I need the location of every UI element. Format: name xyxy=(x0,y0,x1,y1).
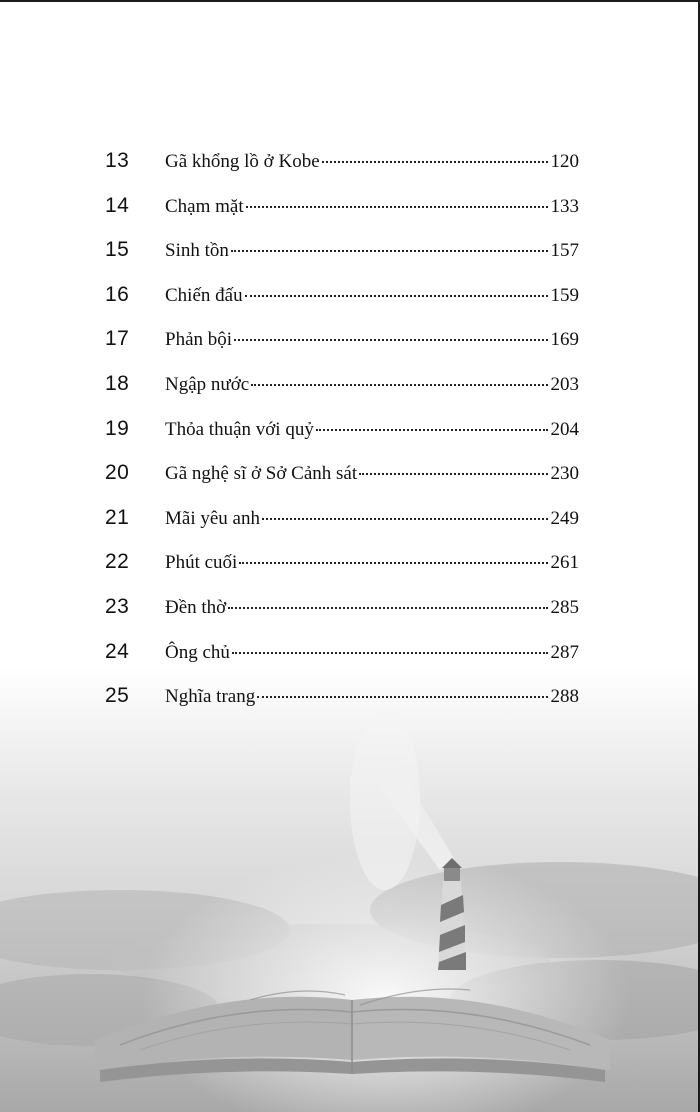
page-number: 249 xyxy=(550,507,579,529)
chapter-number: 22 xyxy=(105,550,130,574)
chapter-title: Chiến đấu xyxy=(165,284,243,306)
page-number: 169 xyxy=(550,329,579,351)
dot-leader xyxy=(232,651,548,654)
chapter-number: 25 xyxy=(105,684,130,708)
toc-entry[interactable] xyxy=(0,631,700,676)
chapter-number: 13 xyxy=(105,149,130,172)
chapter-number: 14 xyxy=(105,193,130,217)
chapter-number: 24 xyxy=(105,639,130,663)
toc-entry[interactable] xyxy=(0,229,700,274)
toc-entry[interactable] xyxy=(0,185,700,230)
toc-entry[interactable] xyxy=(0,363,700,408)
chapter-title: Đền thờ xyxy=(165,596,227,618)
toc-entry[interactable] xyxy=(0,140,700,185)
chapter-number: 20 xyxy=(105,461,130,485)
dot-leader xyxy=(257,695,547,698)
toc-entry[interactable] xyxy=(0,586,700,631)
dot-leader xyxy=(239,561,547,564)
chapter-title: Mãi yêu anh xyxy=(165,507,260,529)
dot-leader xyxy=(234,338,547,341)
toc-entry[interactable] xyxy=(0,274,700,319)
toc-entry[interactable] xyxy=(0,408,700,453)
toc-entry[interactable] xyxy=(0,541,700,586)
page-number: 120 xyxy=(550,151,579,172)
dot-leader xyxy=(316,428,548,431)
toc-entry[interactable] xyxy=(0,497,700,542)
dot-leader xyxy=(231,249,548,252)
page-number: 204 xyxy=(550,418,579,440)
page-number: 261 xyxy=(550,552,579,574)
chapter-title: Phản bội xyxy=(165,329,233,351)
dot-leader xyxy=(245,294,548,297)
toc-entry[interactable] xyxy=(0,452,700,497)
dot-leader xyxy=(246,205,548,208)
dot-leader xyxy=(228,606,547,609)
toc-entry[interactable] xyxy=(0,675,700,720)
chapter-title: Nghĩa trang xyxy=(165,686,256,708)
chapter-number: 21 xyxy=(105,505,130,529)
dot-leader xyxy=(262,517,548,520)
chapter-title: Ông chủ xyxy=(165,641,230,663)
chapter-title: Thỏa thuận với quỷ xyxy=(165,418,314,440)
chapter-title: Ngập nước xyxy=(165,373,250,395)
toc-entry[interactable] xyxy=(0,318,700,363)
chapter-title: Sinh tồn xyxy=(165,240,229,262)
page-number: 203 xyxy=(550,373,579,395)
chapter-number: 19 xyxy=(105,416,130,440)
dot-leader xyxy=(251,383,547,386)
page-number: 230 xyxy=(550,463,579,485)
chapter-title: Chạm mặt xyxy=(165,195,244,217)
chapter-number: 16 xyxy=(105,282,130,306)
chapter-number: 17 xyxy=(105,327,130,351)
page-number: 287 xyxy=(550,641,579,663)
chapter-number: 23 xyxy=(105,594,130,618)
chapter-title: Gã khổng lồ ở Kobe xyxy=(165,151,320,172)
dot-leader xyxy=(322,160,548,163)
page-number: 285 xyxy=(550,596,579,618)
page-number: 288 xyxy=(550,686,579,708)
chapter-title: Gã nghệ sĩ ở Sở Cảnh sát xyxy=(165,463,358,485)
page-number: 159 xyxy=(550,284,579,306)
chapter-title: Phút cuối xyxy=(165,552,238,574)
page-number: 133 xyxy=(550,195,579,217)
dot-leader xyxy=(359,472,547,475)
table-of-contents xyxy=(0,140,700,720)
chapter-number: 15 xyxy=(105,238,130,262)
page-number: 157 xyxy=(550,240,579,262)
chapter-number: 18 xyxy=(105,371,130,395)
